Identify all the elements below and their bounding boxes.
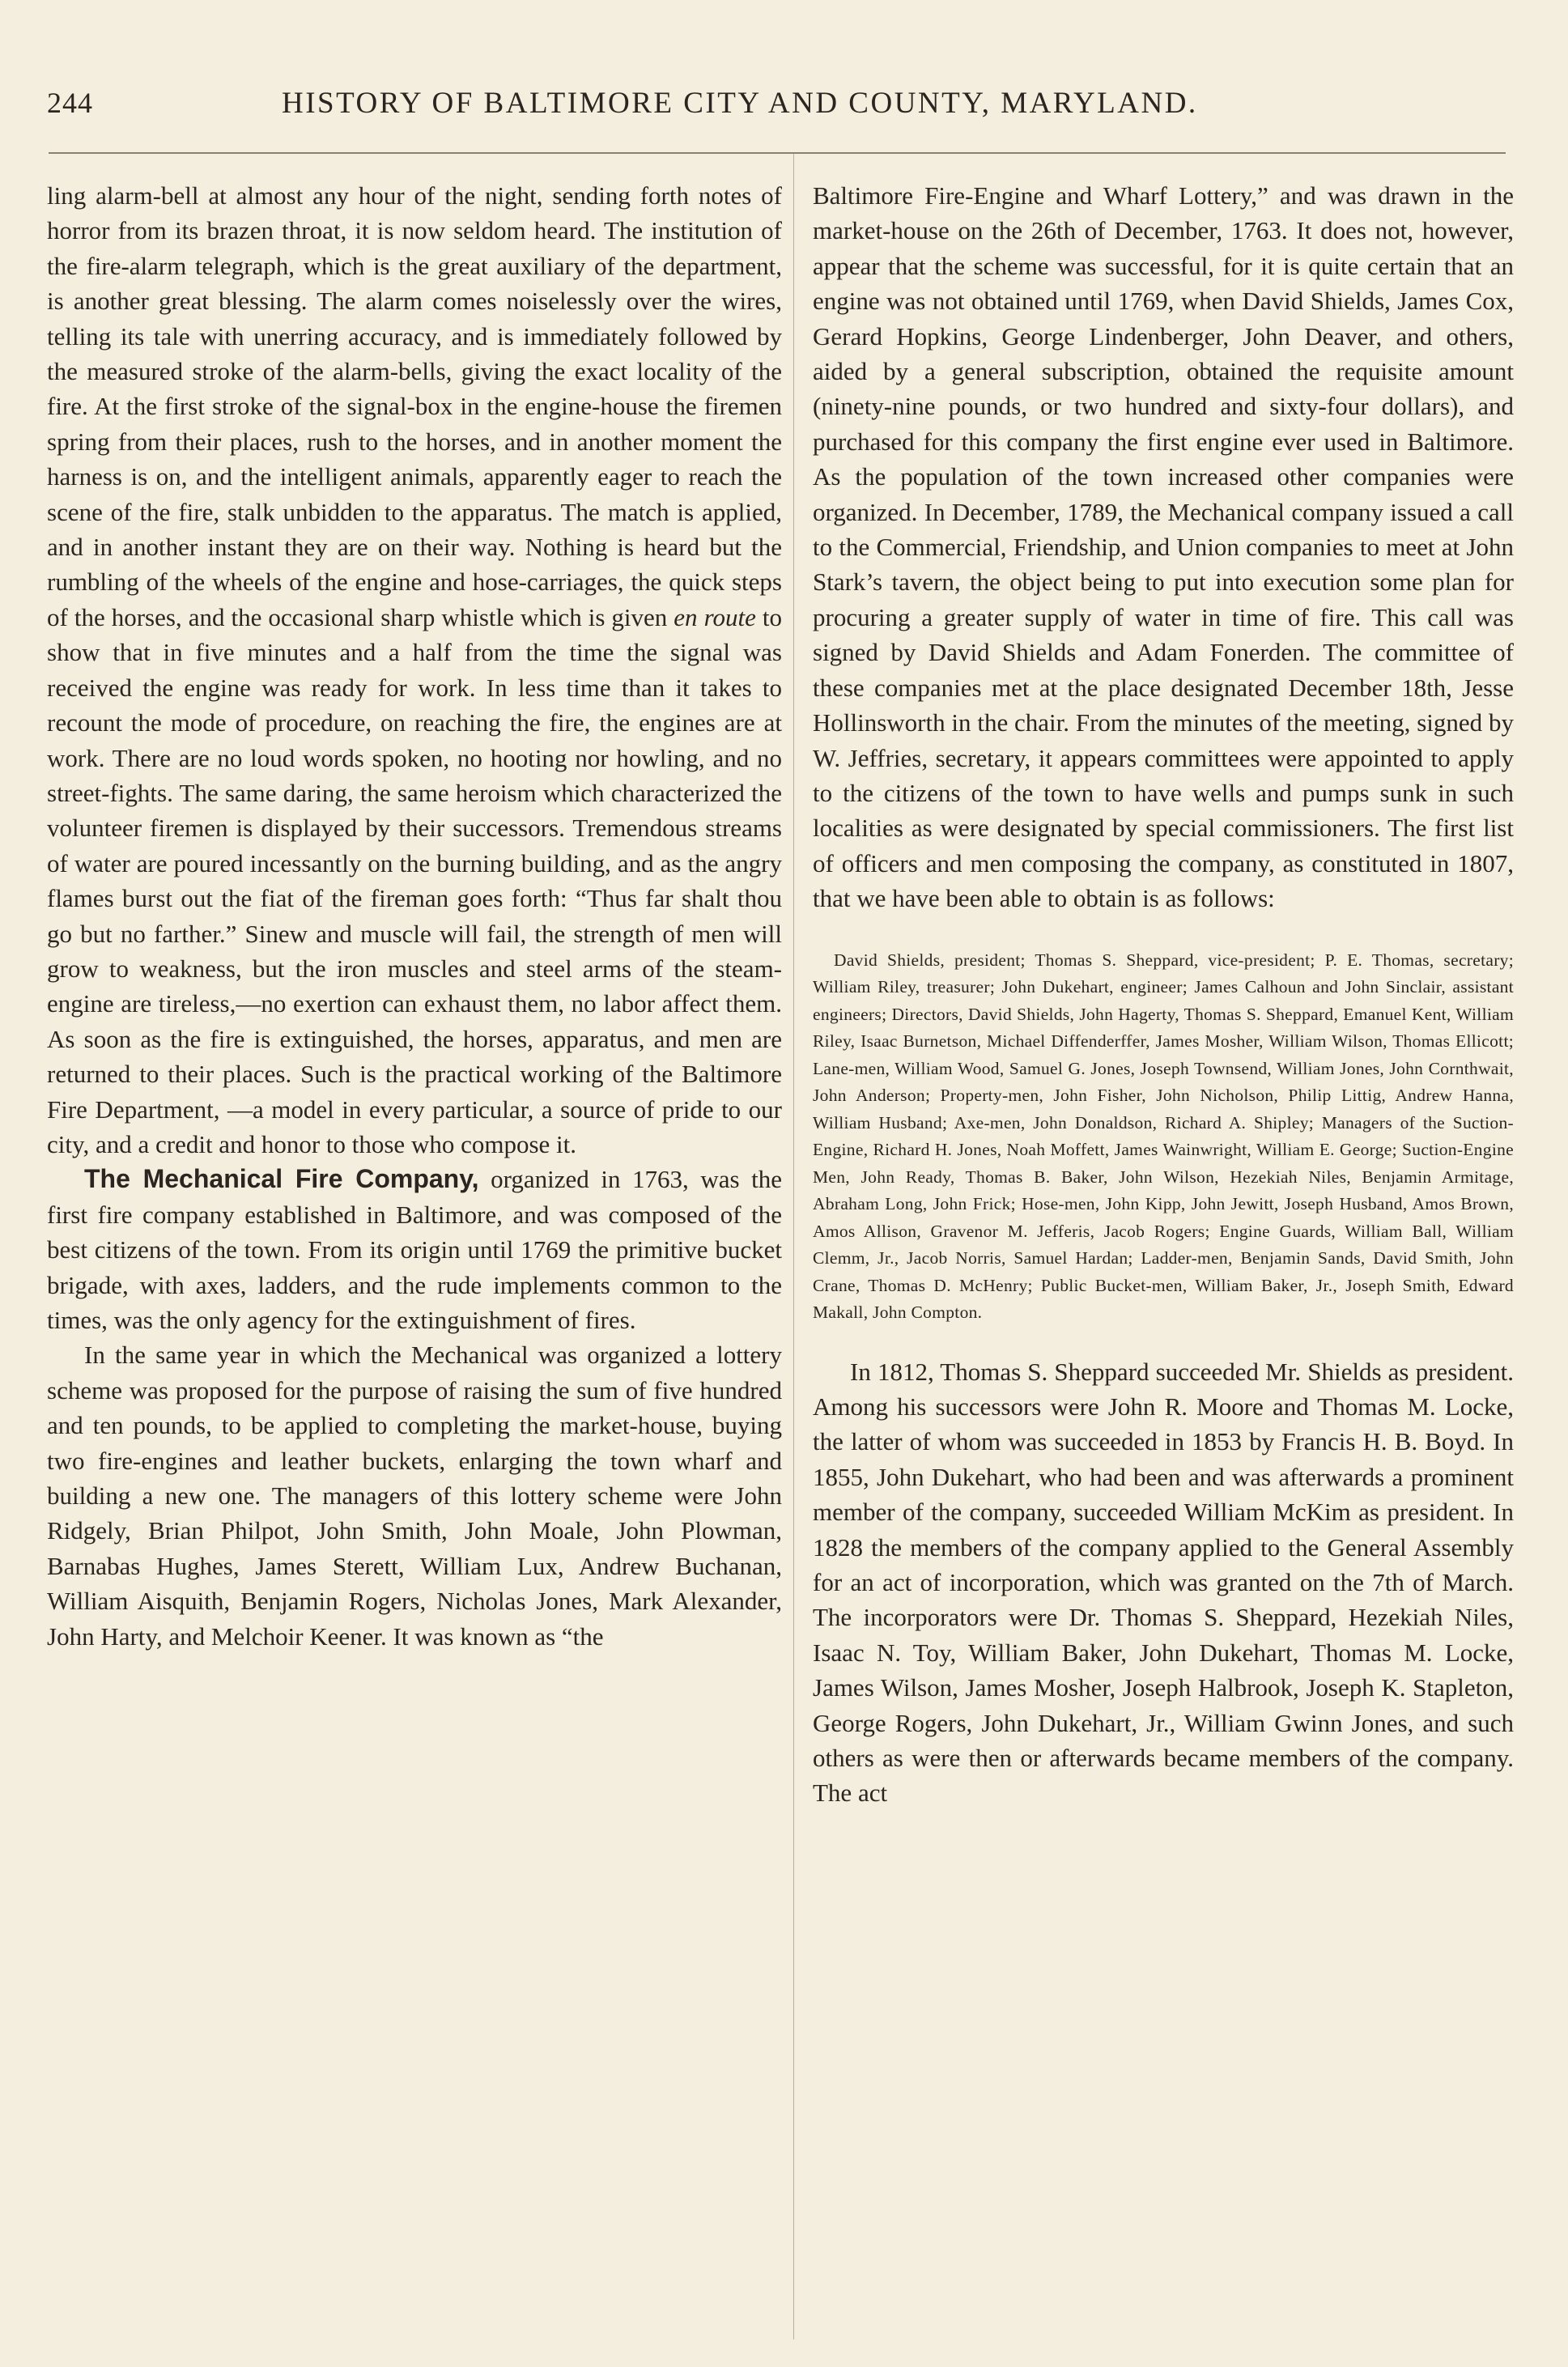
paragraph: In the same year in which the Mechanical was organized a lottery scheme was proposed for the purpose of raising the sum of five hundred and ten pounds, to be applied to completing the market-house, buying two fire-engines and leather buckets, enlarging the town wharf and building a new one. The managers of this lottery scheme were John Ridgely, Brian Philpot, John Smith, John Moale, John Plowman, Barnabas Hughes, James Sterett, William Lux, Andrew Buchanan, William Aisquith, Benjamin Rogers, Nicholas Jones, Mark Alexander, John Harty, and Melchoir Keener. It was known as “the <box>47 1341 782 1651</box>
right-column <box>813 178 1514 1811</box>
paragraph: In 1812, Thomas S. Sheppard succeeded Mr. Shields as president. Among his successors were John R. Moore and Thomas M. Locke, the latter of whom was succeeded in 1853 by Francis H. B. Boyd. In 1855, John Dukehart, who had been and was afterwards a prominent member of the company, succeeded William McKim as president. In 1828 the members of the company applied to the General Assembly for an act of incorporation, which was granted on the 7th of March. The incorporators were Dr. Thomas S. Sheppard, Hezekiah Niles, Isaac N. Toy, William Baker, John Dukehart, Thomas M. Locke, James Wilson, James Mosher, Joseph Halbrook, Joseph K. Stapleton, George Rogers, John Dukehart, Jr., William Gwinn Jones, and such others as were then or afterwards became members of the company. The act <box>813 1357 1514 1808</box>
section-heading: The Mechanical Fire Company, <box>84 1164 479 1194</box>
paragraph <box>47 178 782 1162</box>
column-divider <box>793 154 794 2339</box>
left-column <box>47 178 782 1654</box>
header-rule <box>49 152 1506 154</box>
paragraph-text: ling alarm-bell at almost any hour of the night, sending forth notes of horror from its brazen throat, it is now seldom heard. The institution of the fire-alarm telegraph, which is the great auxiliary of the department, is another great blessing. The alarm comes noiselessly over the wires, telling its tale with unerring accuracy, and is immediately followed by the measured stroke of the alarm-bells, giving the exact locality of the fire. At the first stroke of the signal-box in the engine-house the firemen spring from their places, rush to the horses, and in another moment the harness is on, and the intelligent animals, apparently eager to reach the scene of the fire, stalk unbidden to the apparatus. The match is applied, and in another instant they are on their way. Nothing is heard but the rumbling of the wheels of the engine and hose-carriages, the quick steps of the horses, and the occasional sharp whistle which is given <box>47 181 782 631</box>
paragraph: Baltimore Fire-Engine and Wharf Lottery,” and was drawn in the market-house on the 26th of December, 1763. It does not, however, appear that the scheme was successful, for it is quite certain that an engine was not obtained until 1769, when David Shields, James Cox, Gerard Hopkins, George Lindenberger, John Deaver, and others, aided by a general subscription, obtained the requisite amount (ninety-nine pounds, or two hundred and sixty-four dollars), and purchased for this company the first engine ever used in Baltimore. As the population of the town increased other companies were organized. In December, 1789, the Mechanical company issued a call to the Commercial, Friendship, and Union companies to meet at John Stark’s tavern, the object being to put into execution some plan for procuring a greater supply of water in time of fire. This call was signed by David Shields and Adam Fonerden. The committee of these companies met at the place designated December 18th, Jesse Hollinsworth in the chair. From the minutes of the meeting, signed by W. Jeffries, secretary, it appears committees were appointed to apply to the citizens of the town to have wells and pumps sunk in such localities as were designated by special commissioners. The first list of officers and men composing the company, as constituted in 1807, that we have been able to obtain is as follows: <box>813 181 1514 913</box>
page-number: 244 <box>47 87 93 119</box>
paragraph-text: organized in 1763, was the first fire company established in Baltimore, and was composed of the best citizens of the town. From its origin until 1769 the primitive bucket brigade, with axes, ladders, and the rude implements common to the times, was the only agency for the extinguishment of fires. <box>47 1165 783 1334</box>
page-header <box>47 86 1520 134</box>
running-title: HISTORY OF BALTIMORE CITY AND COUNTY, MARYLAND. <box>282 87 1198 120</box>
company-roster: David Shields, president; Thomas S. Sheppard, vice-president; P. E. Thomas, secretary; William Riley, treasurer; John Dukehart, engineer; James Calhoun and John Sinclair, assistant engineers; Directors, David Shields, John Hagerty, Thomas S. Sheppard, Emanuel Kent, William Riley, Isaac Burnetson, Michael Diffenderffer, James Mosher, William Wilson, Thomas Ellicott; Lane-men, William Wood, Samuel G. Jones, Joseph Townsend, William Jones, John Cornthwait, John Anderson; Property-men, John Fisher, John Nicholson, Philip Littig, Andrew Hanna, William Husband; Axe-men, John Donaldson, Richard A. Shipley; Managers of the Suction-Engine, Richard H. Jones, Noah Moffett, James Wainwright, William E. George; Suction-Engine Men, John Ready, Thomas B. Baker, John Wilson, Hezekiah Niles, Benjamin Armitage, Abraham Long, John Frick; Hose-men, John Kipp, John Jewitt, Joseph Husband, Amos Brown, Amos Allison, Gravenor M. Jefferis, Jacob Rogers; Engine Guards, William Ball, William Clemm, Jr., Jacob Norris, Samuel Hardan; Ladder-men, Benjamin Sands, David Smith, John Crane, Thomas D. McHenry; Public Bucket-men, William Baker, Jr., Joseph Smith, Edward Makall, John Compton. <box>813 950 1514 1323</box>
paragraph-text: to show that in five minutes and a half from the time the signal was received the engine was ready for work. In less time than it takes to recount the mode of procedure, on reaching the fire, the engines are at work. There are no loud words spoken, no hooting nor howling, and no street-fights. The same daring, the same heroism which characterized the volunteer firemen is displayed by their successors. Tremendous streams of water are poured incessantly on the burning building, and as the angry flames burst out the fiat of the fireman goes forth: “Thus far shalt thou go but no farther.” Sinew and muscle will fail, the strength of men will grow to weakness, but the iron muscles and steel arms of the steam-engine are tireless,—no exertion can exhaust them, no labor affect them. As soon as the fire is extinguished, the horses, apparatus, and men are returned to their places. Such is the practical working of the Baltimore Fire Department, —a model in every particular, a source of pride to our city, and a credit and honor to those who compose it. <box>47 602 782 1158</box>
paragraph <box>47 1162 782 1337</box>
italic-phrase: en route <box>674 602 756 631</box>
